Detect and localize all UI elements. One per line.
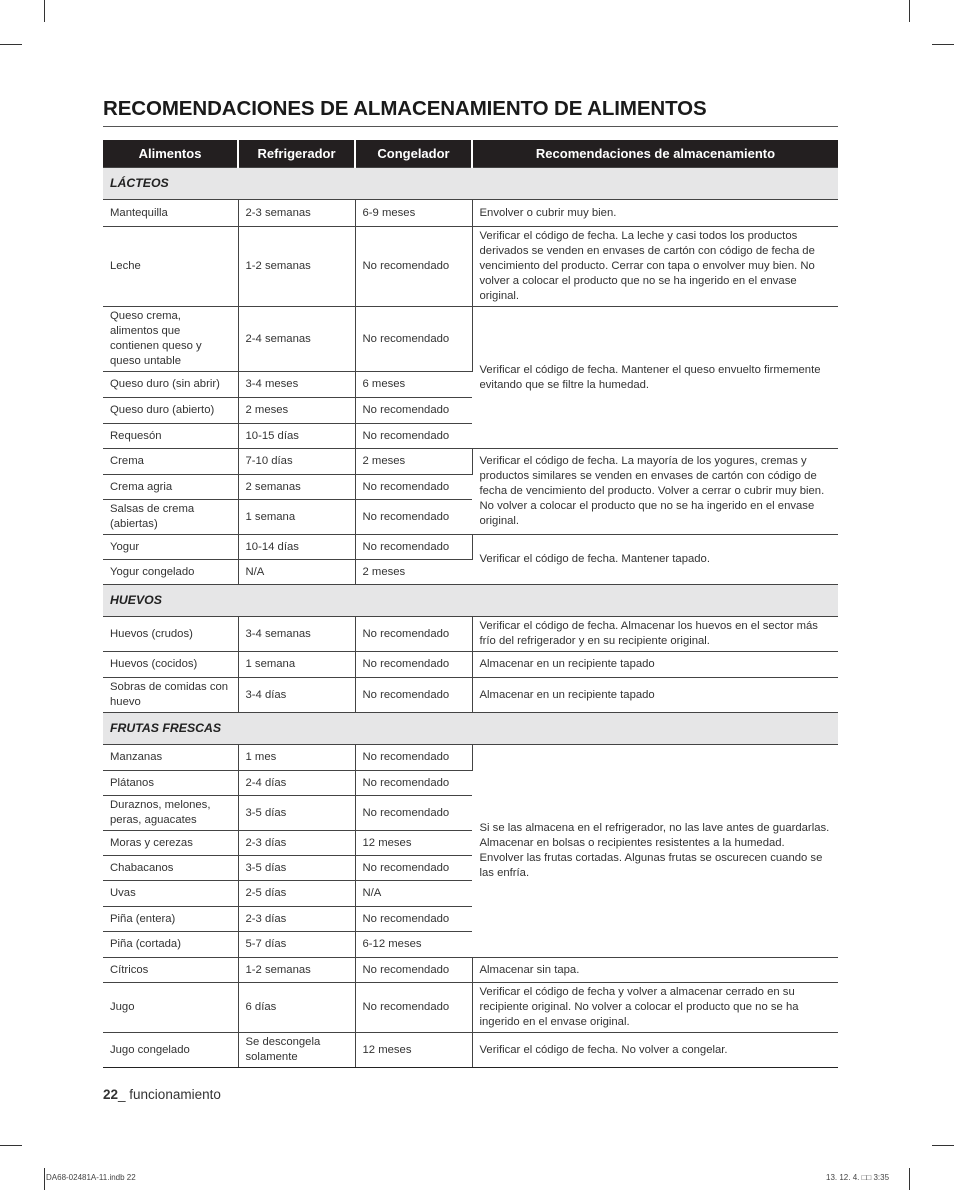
cell-food: Yogur congelado bbox=[103, 560, 238, 585]
table-row bbox=[103, 678, 838, 713]
cell-food: Salsas de crema (abiertas) bbox=[103, 500, 238, 535]
header-refrigerador: Refrigerador bbox=[238, 140, 355, 168]
cell-freezer: 2 meses bbox=[355, 560, 472, 585]
cell-freezer: No recomendado bbox=[355, 398, 472, 424]
cell-freezer: 12 meses bbox=[355, 831, 472, 856]
table-row bbox=[103, 535, 838, 560]
print-slug-date: 13. 12. 4. □□ 3:35 bbox=[826, 1173, 890, 1182]
cell-freezer: No recomendado bbox=[355, 983, 472, 1033]
cell-food: Piña (entera) bbox=[103, 907, 238, 932]
cell-note: Envolver o cubrir muy bien. bbox=[472, 200, 838, 227]
table-header-row bbox=[103, 140, 838, 168]
table-row bbox=[103, 652, 838, 678]
cell-fridge: 1 semana bbox=[238, 652, 355, 678]
crop-mark bbox=[932, 44, 954, 45]
cell-fridge: 3-5 días bbox=[238, 796, 355, 831]
page-title: RECOMENDACIONES DE ALMACENAMIENTO DE ALIMENTOS bbox=[103, 97, 707, 120]
cell-food: Plátanos bbox=[103, 771, 238, 796]
title-rule bbox=[103, 126, 838, 127]
cell-freezer: No recomendado bbox=[355, 617, 472, 652]
cell-fridge: 1 semana bbox=[238, 500, 355, 535]
cell-fridge: 2-3 días bbox=[238, 907, 355, 932]
cell-freezer: No recomendado bbox=[355, 796, 472, 831]
cell-freezer: No recomendado bbox=[355, 907, 472, 932]
cell-fridge: 3-5 días bbox=[238, 856, 355, 881]
cell-note: Verificar el código de fecha y volver a almacenar cerrado en su recipiente original. No volver a colocar el producto que no se ha ingerido en el envase original. bbox=[472, 983, 838, 1033]
cell-food: Chabacanos bbox=[103, 856, 238, 881]
cell-fridge: 2-5 días bbox=[238, 881, 355, 907]
header-recomendaciones: Recomendaciones de almacenamiento bbox=[472, 140, 838, 168]
cell-food: Piña (cortada) bbox=[103, 932, 238, 958]
cell-fridge: 6 días bbox=[238, 983, 355, 1033]
cell-food: Jugo bbox=[103, 983, 238, 1033]
cell-note: Verificar el código de fecha. No volver a congelar. bbox=[472, 1033, 838, 1068]
cell-food: Mantequilla bbox=[103, 200, 238, 227]
cell-fridge: 2-3 semanas bbox=[238, 200, 355, 227]
cell-freezer: No recomendado bbox=[355, 424, 472, 449]
page-footer bbox=[103, 1087, 221, 1102]
cell-food: Jugo congelado bbox=[103, 1033, 238, 1068]
cell-food: Duraznos, melones, peras, aguacates bbox=[103, 796, 238, 831]
cell-freezer: 6-12 meses bbox=[355, 932, 472, 958]
table-row bbox=[103, 449, 838, 475]
cell-freezer: No recomendado bbox=[355, 771, 472, 796]
cell-food: Huevos (crudos) bbox=[103, 617, 238, 652]
cell-note: Verificar el código de fecha. Mantener el queso envuelto firmemente evitando que se filtre la humedad. bbox=[472, 307, 838, 449]
cell-fridge: 3-4 meses bbox=[238, 372, 355, 398]
cell-freezer: 2 meses bbox=[355, 449, 472, 475]
category-frutas-frescas: FRUTAS FRESCAS bbox=[103, 713, 838, 745]
table-row bbox=[103, 200, 838, 227]
cell-food: Manzanas bbox=[103, 745, 238, 771]
category-lacteos: LÁCTEOS bbox=[103, 168, 838, 200]
cell-freezer: No recomendado bbox=[355, 227, 472, 307]
category-row bbox=[103, 585, 838, 617]
cell-freezer: No recomendado bbox=[355, 500, 472, 535]
print-slug-file: DA68-02481A-11.indb 22 bbox=[46, 1173, 136, 1182]
crop-mark bbox=[909, 1168, 910, 1190]
crop-mark bbox=[0, 44, 22, 45]
category-row bbox=[103, 168, 838, 200]
cell-fridge: 10-15 días bbox=[238, 424, 355, 449]
header-congelador: Congelador bbox=[355, 140, 472, 168]
cell-fridge: 10-14 días bbox=[238, 535, 355, 560]
crop-mark bbox=[0, 1145, 22, 1146]
table-row bbox=[103, 617, 838, 652]
table-row bbox=[103, 227, 838, 307]
cell-freezer: No recomendado bbox=[355, 856, 472, 881]
crop-mark bbox=[44, 0, 45, 22]
cell-food: Crema agria bbox=[103, 475, 238, 500]
cell-freezer: No recomendado bbox=[355, 958, 472, 983]
cell-food: Huevos (cocidos) bbox=[103, 652, 238, 678]
cell-food: Queso duro (abierto) bbox=[103, 398, 238, 424]
cell-fridge: 1-2 semanas bbox=[238, 227, 355, 307]
cell-freezer: N/A bbox=[355, 881, 472, 907]
crop-mark bbox=[909, 0, 910, 22]
cell-note: Almacenar sin tapa. bbox=[472, 958, 838, 983]
cell-note: Si se las almacena en el refrigerador, no las lave antes de guardarlas. Almacenar en bolsas o recipientes resistentes a la humedad. Envolver las frutas cortadas. Algunas frutas se oscurecen cuando se las enfría. bbox=[472, 745, 838, 958]
cell-food: Leche bbox=[103, 227, 238, 307]
cell-food: Requesón bbox=[103, 424, 238, 449]
cell-fridge: 3-4 semanas bbox=[238, 617, 355, 652]
category-row bbox=[103, 713, 838, 745]
cell-food: Crema bbox=[103, 449, 238, 475]
page-number: 22 bbox=[103, 1087, 119, 1102]
cell-freezer: No recomendado bbox=[355, 745, 472, 771]
table-row bbox=[103, 983, 838, 1033]
cell-note: Verificar el código de fecha. La leche y casi todos los productos derivados se venden en envases de cartón con código de fecha de vencimiento del producto. Cerrar con tapa o envolver muy bien. No volver a colocar el producto que no se ha ingerido en el envase original. bbox=[472, 227, 838, 307]
cell-fridge: 1-2 semanas bbox=[238, 958, 355, 983]
table-row bbox=[103, 745, 838, 771]
cell-fridge: 2-4 días bbox=[238, 771, 355, 796]
cell-freezer: 12 meses bbox=[355, 1033, 472, 1068]
cell-food: Queso crema, alimentos que contienen queso y queso untable bbox=[103, 307, 238, 372]
cell-freezer: No recomendado bbox=[355, 307, 472, 372]
cell-fridge: 2 semanas bbox=[238, 475, 355, 500]
cell-freezer: 6-9 meses bbox=[355, 200, 472, 227]
cell-note: Almacenar en un recipiente tapado bbox=[472, 678, 838, 713]
cell-food: Yogur bbox=[103, 535, 238, 560]
cell-note: Verificar el código de fecha. Mantener tapado. bbox=[472, 535, 838, 585]
crop-mark bbox=[44, 1168, 45, 1190]
cell-freezer: No recomendado bbox=[355, 678, 472, 713]
cell-fridge: 1 mes bbox=[238, 745, 355, 771]
cell-food: Queso duro (sin abrir) bbox=[103, 372, 238, 398]
cell-food: Cítricos bbox=[103, 958, 238, 983]
cell-fridge: 5-7 días bbox=[238, 932, 355, 958]
header-alimentos: Alimentos bbox=[103, 140, 238, 168]
cell-note: Almacenar en un recipiente tapado bbox=[472, 652, 838, 678]
cell-freezer: No recomendado bbox=[355, 475, 472, 500]
crop-mark bbox=[932, 1145, 954, 1146]
cell-freezer: No recomendado bbox=[355, 652, 472, 678]
table-row bbox=[103, 958, 838, 983]
cell-food: Uvas bbox=[103, 881, 238, 907]
cell-fridge: 2-4 semanas bbox=[238, 307, 355, 372]
cell-freezer: No recomendado bbox=[355, 535, 472, 560]
cell-note: Verificar el código de fecha. Almacenar los huevos en el sector más frío del refrigerador y en su recipiente original. bbox=[472, 617, 838, 652]
cell-fridge: N/A bbox=[238, 560, 355, 585]
table-row bbox=[103, 1033, 838, 1068]
cell-fridge: Se descongela solamente bbox=[238, 1033, 355, 1068]
cell-fridge: 2-3 días bbox=[238, 831, 355, 856]
table-row bbox=[103, 307, 838, 372]
food-storage-table bbox=[103, 140, 838, 1068]
cell-fridge: 3-4 días bbox=[238, 678, 355, 713]
cell-freezer: 6 meses bbox=[355, 372, 472, 398]
cell-fridge: 7-10 días bbox=[238, 449, 355, 475]
cell-food: Moras y cerezas bbox=[103, 831, 238, 856]
cell-note: Verificar el código de fecha. La mayoría de los yogures, cremas y productos similares se venden en envases de cartón con código de fecha de vencimiento del producto. Volver a cerrar o cubrir muy bien. No volver a colocar el producto que no se ha ingerido en el envase original. bbox=[472, 449, 838, 535]
category-huevos: HUEVOS bbox=[103, 585, 838, 617]
cell-fridge: 2 meses bbox=[238, 398, 355, 424]
cell-food: Sobras de comidas con huevo bbox=[103, 678, 238, 713]
section-name: _ funcionamiento bbox=[118, 1087, 221, 1102]
